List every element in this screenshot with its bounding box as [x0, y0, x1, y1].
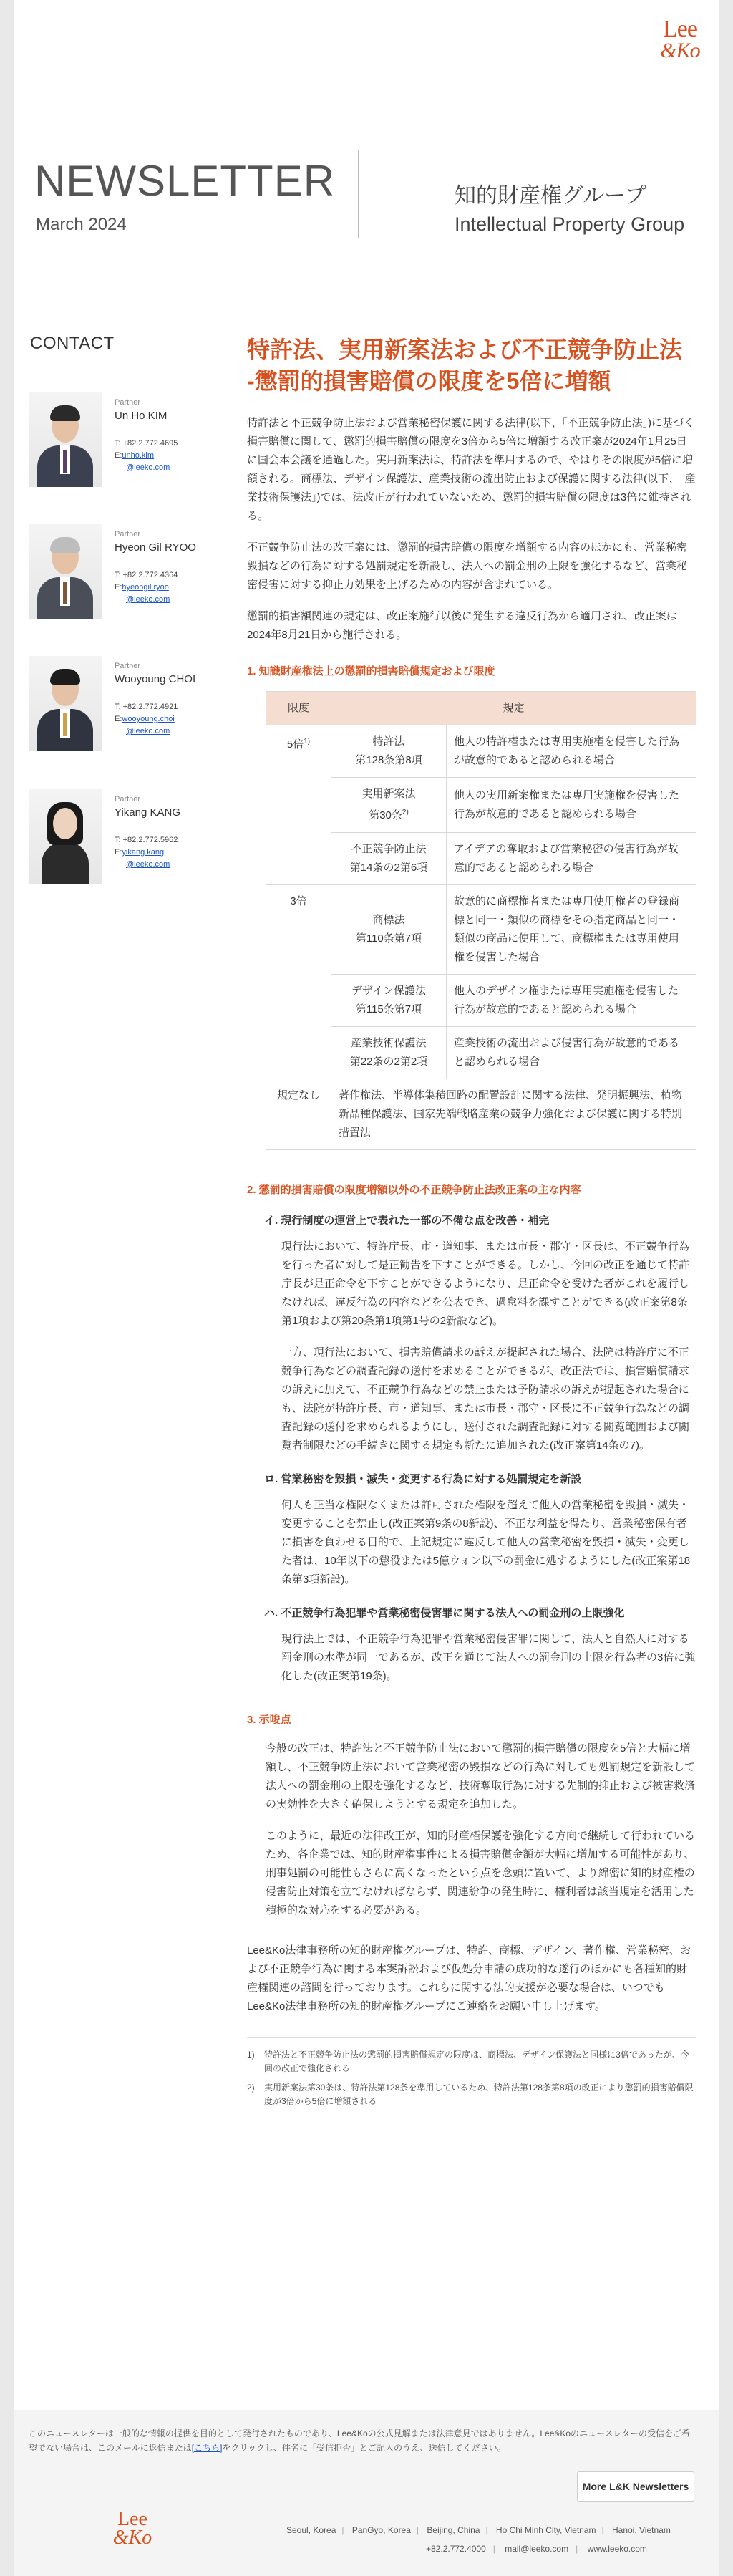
- contact-tel: T: +82.2.772.5962: [115, 836, 178, 844]
- law-name: 不正競争防止法 第14条の2第6項: [349, 843, 428, 874]
- footer-logo-line1: Lee: [117, 2508, 147, 2530]
- table-row: [266, 1079, 696, 1150]
- footnote: [247, 2048, 696, 2075]
- more-newsletters-button[interactable]: More L&K Newsletters: [577, 2471, 694, 2502]
- table-cell-law: [331, 1027, 447, 1079]
- footer-logo-line2: &Ko: [112, 2527, 152, 2549]
- table-cell-level: 3倍: [266, 885, 331, 1079]
- section-heading: 3. 示唆点: [247, 1714, 291, 1726]
- section-heading: 1. 知識財産権法上の懲罰的損害賠償規定および限度: [247, 665, 495, 677]
- table-row: [266, 975, 696, 1027]
- footnote-ref: 2): [402, 809, 409, 816]
- table-cell-rule: 他人の実用新案権または専用実施権を侵害した行為が故意的であると認められる場合: [447, 778, 696, 833]
- table-cell-law: [331, 778, 447, 833]
- office-location: Beijing, China: [427, 2525, 480, 2535]
- intro-paragraph: 不正競争防止法の改正案には、懲罰的損害賠償の限度を増額する内容のほかにも、営業秘密毀損などの行為に対する処罰規定を新設し、法人への罰金刑の上限を強化するなど、営業秘密侵害に対する抑止力効果を上げるための内容が含まれている。: [247, 541, 688, 591]
- contact-tel: T: +82.2.772.4695: [115, 439, 178, 448]
- law-name: 産業技術保護法 第22条の2第2項: [349, 1037, 428, 1068]
- contact-email-label: E:: [115, 848, 122, 857]
- table-cell-level: 規定なし: [266, 1079, 331, 1150]
- body-paragraph: 今般の改正は、特許法と不正競争防止法において懲罰的損害賠償の限度を5倍と大幅に増額し、不正競争防止法において営業秘密の毀損などの行為に対しても処罰規定を新設して法人への罰金刑の上限を強化するなど、技術奪取行為に対する先制的抑止および被害救済の実効性を大きく確保しようとする規定を追加した。: [266, 1742, 696, 1810]
- newsletter-title: NEWSLETTER: [34, 157, 336, 205]
- contact-role: Partner: [115, 795, 141, 804]
- office-location: PanGyo, Korea: [351, 2525, 411, 2535]
- footnote: [247, 2081, 696, 2108]
- contact-email-label: E:: [115, 583, 122, 592]
- contact-email-label: E:: [115, 451, 122, 460]
- table-row: [266, 885, 696, 975]
- article: [247, 334, 696, 2114]
- footnote-text: 特許法と不正競争防止法の懲罰的損害賠償規定の限度は、商標法、デザイン保護法と同様に3倍であったが、今回の改正で強化される: [264, 2050, 689, 2073]
- article-title: [247, 334, 696, 397]
- group-name-jp: 知的財産権グループ: [455, 184, 646, 208]
- unsubscribe-link[interactable]: [こちら]: [191, 2443, 223, 2453]
- table-row: [266, 725, 696, 778]
- contact-role: Partner: [115, 662, 141, 670]
- footer-disclaimer: [29, 2426, 694, 2455]
- table-cell-rule: 他人の特許権または専用実施権を侵害した行為が故意的であると認められる場合: [447, 725, 696, 778]
- contact-tel: T: +82.2.772.4921: [115, 703, 178, 711]
- footnote-ref: 1): [304, 738, 311, 746]
- body-paragraph: 現行法において、特許庁長、市・道知事、または市長・郡守・区長は、不正競争行為を行った者に対して是正勧告を下すことができる。しかし、今回の改正を通じて特許庁長が是正命令を下すことができるようになり、是正命令を受けた者がこれを履行しなければ、違反行為の内容などを公表でき、過怠料を課すことができる(改正案第8条第1項および第20条第1項第1号の2新設など)。: [281, 1240, 690, 1327]
- intro-paragraph: 懲罰的損害額関連の規定は、改正案施行以後に発生する違反行為から適用され、改正案は2024年8月21日から施行される。: [247, 610, 677, 641]
- table-cell-rule: 産業技術の流出および侵害行為が故意的であると認められる場合: [447, 1027, 696, 1079]
- footnote-text: 実用新案法第30条は、特許法第128条を準用しているため、特許法第128条第8項の改正により懲罰的損害賠償限度が3倍から5倍に増額される: [264, 2083, 694, 2106]
- table-row: [266, 778, 696, 833]
- table-header-level: 限度: [266, 692, 331, 725]
- contact-email-domain[interactable]: @leeko.com: [126, 860, 170, 869]
- article-title-line1: 特許法、実用新案法および不正競争防止法: [247, 337, 683, 362]
- contact-role: Partner: [115, 398, 141, 407]
- contact-card: [29, 524, 215, 639]
- footer-contact: +82.2.772.4000 | mail@leeko.com | www.leeko.com: [426, 2544, 647, 2554]
- table-cell-law: [331, 725, 447, 778]
- logo-line1: Lee: [663, 16, 697, 42]
- footer-web-link[interactable]: www.leeko.com: [587, 2544, 647, 2554]
- office-locations: Seoul, Korea | PanGyo, Korea | Beijing, China | Ho Chi Minh City, Vietnam | Hanoi, Vietnam: [286, 2525, 671, 2535]
- office-location: Hanoi, Vietnam: [611, 2525, 671, 2535]
- header-divider: [358, 150, 359, 238]
- footer-phone: +82.2.772.4000: [426, 2544, 486, 2554]
- contact-email-link[interactable]: unho.kim: [122, 451, 155, 460]
- intro-paragraph: 特許法と不正競争防止法および営業秘密保護に関する法律(以下、「不正競争防止法」)に基づく損害賠償に関して、懲罰的損害賠償の限度を3倍から5倍に増額する改正案が2024年1月25日に国会本会議を通過した。実用新案法は、特許法を準用するので、やはりその限度が5倍に増額される。商標法、デザイン保護法、産業技術の流出防止および保護に関する法律(以下、「産業技術保護法」)では、法改正が行われていないため、懲罰的損害賠償の限度は3倍に維持される。: [247, 417, 696, 522]
- contact-email-domain[interactable]: @leeko.com: [126, 595, 170, 604]
- table-header-rule: 規定: [331, 692, 696, 725]
- subsection-heading: ロ. 営業秘密を毀損・滅失・変更する行為に対する処罰規定を新設: [264, 1473, 582, 1485]
- contact-name: Yikang KANG: [115, 806, 180, 819]
- table-cell-level: [266, 725, 331, 885]
- contact-email-link[interactable]: yikang.kang: [122, 848, 165, 857]
- table-cell-rule: 他人のデザイン権または専用実施権を侵害した行為が故意的であると認められる場合: [447, 975, 696, 1027]
- law-name: デザイン保護法 第115条第7項: [351, 985, 426, 1016]
- avatar: [29, 392, 102, 487]
- table-cell-rule: アイデアの奪取および営業秘密の侵害行為が故意的であると認められる場合: [447, 833, 696, 885]
- table-cell-law: [331, 833, 447, 885]
- contact-card: [29, 789, 215, 904]
- leeko-logo[interactable]: [647, 16, 713, 62]
- table-cell-law: [331, 975, 447, 1027]
- office-location: Ho Chi Minh City, Vietnam: [495, 2525, 596, 2535]
- closing-paragraph: Lee&Ko法律事務所の知的財産権グループは、特許、商標、デザイン、著作権、営業秘密、および不正競争行為に関する本案訴訟および仮処分申請の成功的な遂行のほかにも各種知的財産権関連の諮問を行っております。これらに関する法的支援が必要な場合は、いつでもLee&Ko法律事務所の知的財産権グループにご連絡をお願い申し上げます。: [247, 1944, 691, 2012]
- disclaimer-text: をクリックし、件名に「受信拒否」とご記入のうえ、送信してください。: [222, 2443, 506, 2453]
- table-header-row: [266, 692, 696, 725]
- table-row: [266, 1027, 696, 1079]
- contact-email-link[interactable]: hyeongil.ryoo: [122, 583, 169, 592]
- contact-email-domain[interactable]: @leeko.com: [126, 727, 170, 735]
- contact-email-domain[interactable]: @leeko.com: [126, 463, 170, 472]
- contact-role: Partner: [115, 530, 141, 539]
- footnote-number: 1): [247, 2050, 255, 2060]
- contact-heading: CONTACT: [30, 334, 115, 353]
- level-five-label: 5倍: [286, 738, 304, 751]
- body-paragraph: 何人も正当な権限なくまたは許可された権限を超えて他人の営業秘密を毀損・滅失・変更することを禁止し(改正案第9条の8新設)、不正な利益を得たり、営業秘密保有者に損害を負わせる目的で、上記規定に違反して他人の営業秘密を毀損・滅失・変更した者は、10年以下の懲役または5億ウォン以下の罰金に処するようにした(改正案第18条第3項新設)。: [281, 1499, 691, 1586]
- contact-tel: T: +82.2.772.4364: [115, 571, 178, 579]
- footnote-divider: [247, 2037, 696, 2038]
- table-cell-rule: 故意的に商標権者または専用使用権者の登録商標と同一・類似の商標をその指定商品と同一・類似の商品に使用して、商標権または専用使用権を侵害した場合: [447, 885, 696, 975]
- footer-mail-link[interactable]: mail@leeko.com: [505, 2544, 569, 2554]
- section-heading: 2. 懲罰的損害賠償の限度増額以外の不正競争防止法改正案の主な内容: [247, 1184, 581, 1196]
- footnote-number: 2): [247, 2083, 255, 2093]
- office-location: Seoul, Korea: [286, 2525, 336, 2535]
- contact-card: [29, 392, 215, 507]
- disclaimer-text: このニュースレターは一般的な情報の提供を目的として発行されたものであり、Lee&Koの公式見解または法律意見ではありません。Lee&Koのニュースレターの受信をご希望でない場合は、このメールに返信または: [29, 2428, 690, 2453]
- subsection-heading: ハ. 不正競争行為犯罪や営業秘密侵害罪に関する法人への罰金刑の上限強化: [264, 1607, 625, 1619]
- body-paragraph: 一方、現行法において、損害賠償請求の訴えが提起された場合、法院は特許庁に不正競争行為などの調査記録の送付を求めることができるが、改正法では、損害賠償請求の訴えに加えて、不正競争行為などの禁止または予防請求の訴えが提起された場合にも、法院が特許庁長、市・道知事、または市長・郡守・区長に不正競争行為などの調査記録の送付を求められるようにし、送付された調査記録に対する閲覧範囲および閲覧者制限などの手続きに関する規定も新たに追加された(改正案第14条の7)。: [281, 1346, 690, 1452]
- avatar: [29, 656, 102, 751]
- contact-email-link[interactable]: wooyoung.choi: [122, 715, 175, 723]
- contact-email-label: E:: [115, 715, 122, 723]
- damages-limit-table: [266, 691, 696, 1150]
- contact-name: Un Ho KIM: [115, 410, 168, 422]
- table-cell-rule: 著作権法、半導体集積回路の配置設計に関する法律、発明振興法、植物新品種保護法、国家先端戦略産業の競争力強化および保護に関する特別措置法: [331, 1079, 696, 1150]
- body-paragraph: 現行法上では、不正競争行為犯罪や営業秘密侵害罪に関して、法人と自然人に対する罰金刑の水準が同一であるが、改正を通じて法人への罰金刑の上限を行為者の3倍に強化した(改正案第19条)。: [281, 1633, 696, 1682]
- subsection-heading: イ. 現行制度の運営上で表れた一部の不備な点を改善・補完: [264, 1215, 550, 1227]
- contact-card: [29, 656, 215, 771]
- law-name: 特許法 第128条第8項: [355, 735, 422, 766]
- body-paragraph: このように、最近の法律改正が、知的財産権保護を強化する方向で継続して行われているため、各企業では、知的財産権事件による損害賠償金額が大幅に増加する可能性があり、刑事処罰の可能性もさらに高くなったという点を念頭に置いて、より綿密に知的財産権の侵害防止対策を立てなければならず、関連紛争の発生時に、権利者は該当規定を活用した積極的な対応をする必要がある。: [266, 1830, 696, 1916]
- contact-name: Hyeon Gil RYOO: [115, 541, 196, 554]
- logo-line2: &Ko: [660, 39, 700, 62]
- contact-name: Wooyoung CHOI: [115, 673, 196, 685]
- article-title-line2: -懲罰的損害賠償の限度を5倍に増額: [247, 368, 611, 394]
- avatar: [29, 789, 102, 884]
- table-row: [266, 833, 696, 885]
- newsletter-date: March 2024: [36, 215, 127, 234]
- avatar: [29, 524, 102, 619]
- footer-logo[interactable]: [107, 2510, 157, 2547]
- table-cell-law: [331, 885, 447, 975]
- law-name: 商標法 第110条第7項: [355, 914, 422, 945]
- group-name-en: Intellectual Property Group: [455, 213, 685, 235]
- law-name: 実用新案法 第30条: [361, 788, 416, 821]
